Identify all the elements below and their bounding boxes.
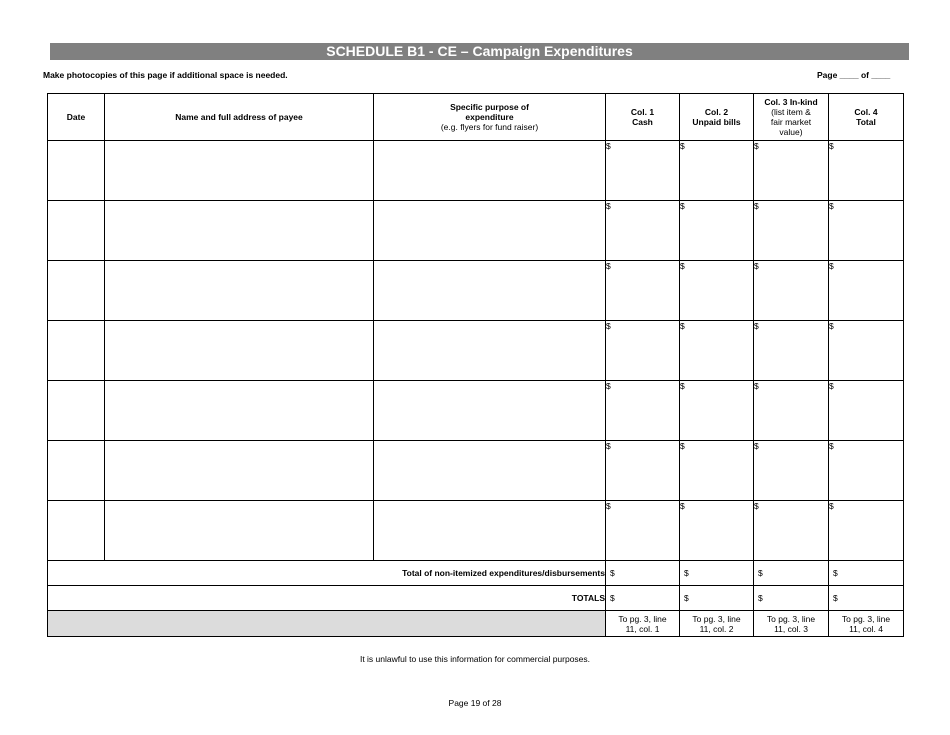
dollar-sign: $ — [754, 381, 759, 391]
date-cell[interactable] — [48, 201, 105, 261]
cash-cell[interactable] — [606, 201, 680, 261]
entry-row — [48, 501, 904, 561]
payee-cell[interactable] — [105, 501, 374, 561]
page-of-field: Page ____ of ____ — [817, 70, 891, 80]
non-itemized-inkind-cell[interactable]: $ — [754, 561, 829, 586]
entry-row — [48, 141, 904, 201]
cash-cell[interactable] — [606, 501, 680, 561]
totals-row — [48, 586, 904, 611]
cash-cell[interactable] — [606, 141, 680, 201]
total-cell[interactable] — [829, 441, 904, 501]
cash-cell[interactable] — [606, 441, 680, 501]
reference-row — [48, 611, 904, 637]
unpaid-cell[interactable] — [680, 381, 754, 441]
entry-row — [48, 201, 904, 261]
total-cell[interactable] — [829, 321, 904, 381]
cash-cell[interactable] — [606, 321, 680, 381]
date-cell[interactable] — [48, 141, 105, 201]
schedule-title: SCHEDULE B1 - CE – Campaign Expenditures — [50, 43, 909, 60]
header-row — [48, 94, 904, 141]
total-cell[interactable] — [829, 381, 904, 441]
dollar-sign: $ — [606, 501, 611, 511]
date-header: Date — [48, 94, 105, 141]
payee-cell[interactable] — [105, 141, 374, 201]
unpaid-cell[interactable] — [680, 141, 754, 201]
payee-cell[interactable] — [105, 321, 374, 381]
inkind-cell[interactable] — [754, 261, 829, 321]
purpose-cell[interactable] — [374, 321, 606, 381]
totals-label: TOTALS — [48, 586, 606, 611]
cash-cell[interactable] — [606, 381, 680, 441]
non-itemized-unpaid-cell[interactable]: $ — [680, 561, 754, 586]
dollar-sign: $ — [754, 261, 759, 271]
entry-row — [48, 381, 904, 441]
col1-cash-header: Col. 1 Cash — [606, 94, 680, 141]
purpose-header: Specific purpose of expenditure (e.g. flyers for fund raiser) — [374, 94, 606, 141]
inkind-cell[interactable] — [754, 321, 829, 381]
inkind-cell[interactable] — [754, 381, 829, 441]
unpaid-cell[interactable] — [680, 201, 754, 261]
date-cell[interactable] — [48, 501, 105, 561]
page-number: Page 19 of 28 — [448, 698, 502, 708]
dollar-sign: $ — [606, 321, 611, 331]
ref-col2: To pg. 3, line 11, col. 2 — [680, 611, 754, 637]
purpose-cell[interactable] — [374, 261, 606, 321]
dollar-sign: $ — [829, 201, 834, 211]
purpose-cell[interactable] — [374, 501, 606, 561]
purpose-cell[interactable] — [374, 381, 606, 441]
non-itemized-row — [48, 561, 904, 586]
dollar-sign: $ — [829, 321, 834, 331]
totals-inkind-cell[interactable]: $ — [754, 586, 829, 611]
inkind-cell[interactable] — [754, 441, 829, 501]
col2-unpaid-header: Col. 2 Unpaid bills — [680, 94, 754, 141]
dollar-sign: $ — [680, 141, 685, 151]
entry-row — [48, 441, 904, 501]
expenditures-table — [47, 93, 904, 637]
dollar-sign: $ — [829, 141, 834, 151]
purpose-cell[interactable] — [374, 141, 606, 201]
inkind-cell[interactable] — [754, 141, 829, 201]
date-cell[interactable] — [48, 441, 105, 501]
unpaid-cell[interactable] — [680, 501, 754, 561]
dollar-sign: $ — [606, 381, 611, 391]
dollar-sign: $ — [606, 261, 611, 271]
inkind-cell[interactable] — [754, 501, 829, 561]
dollar-sign: $ — [680, 501, 685, 511]
date-cell[interactable] — [48, 381, 105, 441]
entry-row — [48, 321, 904, 381]
payee-header: Name and full address of payee — [105, 94, 374, 141]
cash-cell[interactable] — [606, 261, 680, 321]
dollar-sign: $ — [754, 321, 759, 331]
non-itemized-total-cell[interactable]: $ — [829, 561, 904, 586]
dollar-sign: $ — [606, 141, 611, 151]
dollar-sign: $ — [754, 501, 759, 511]
shaded-blank-cell — [48, 611, 606, 637]
totals-unpaid-cell[interactable]: $ — [680, 586, 754, 611]
totals-cash-cell[interactable]: $ — [606, 586, 680, 611]
inkind-cell[interactable] — [754, 201, 829, 261]
non-itemized-cash-cell[interactable]: $ — [606, 561, 680, 586]
dollar-sign: $ — [606, 441, 611, 451]
dollar-sign: $ — [829, 501, 834, 511]
dollar-sign: $ — [680, 201, 685, 211]
unpaid-cell[interactable] — [680, 441, 754, 501]
dollar-sign: $ — [754, 141, 759, 151]
total-cell[interactable] — [829, 141, 904, 201]
unpaid-cell[interactable] — [680, 261, 754, 321]
photocopy-instruction: Make photocopies of this page if additional space is needed. — [43, 70, 288, 80]
commercial-use-notice: It is unlawful to use this information for commercial purposes. — [359, 654, 591, 664]
date-cell[interactable] — [48, 261, 105, 321]
dollar-sign: $ — [829, 261, 834, 271]
dollar-sign: $ — [680, 381, 685, 391]
dollar-sign: $ — [680, 321, 685, 331]
dollar-sign: $ — [754, 441, 759, 451]
dollar-sign: $ — [754, 201, 759, 211]
dollar-sign: $ — [680, 441, 685, 451]
purpose-cell[interactable] — [374, 441, 606, 501]
non-itemized-label: Total of non-itemized expenditures/disbursements — [48, 561, 606, 586]
total-cell[interactable] — [829, 501, 904, 561]
payee-cell[interactable] — [105, 201, 374, 261]
dollar-sign: $ — [829, 441, 834, 451]
dollar-sign: $ — [606, 201, 611, 211]
dollar-sign: $ — [829, 381, 834, 391]
ref-col4: To pg. 3, line 11, col. 4 — [829, 611, 904, 637]
purpose-cell[interactable] — [374, 201, 606, 261]
ref-col3: To pg. 3, line 11, col. 3 — [754, 611, 829, 637]
ref-col1: To pg. 3, line 11, col. 1 — [606, 611, 680, 637]
col4-total-header: Col. 4 Total — [829, 94, 904, 141]
payee-cell[interactable] — [105, 261, 374, 321]
col3-inkind-header: Col. 3 In-kind (list item & fair market value) — [754, 94, 829, 141]
total-cell[interactable] — [829, 201, 904, 261]
entry-row — [48, 261, 904, 321]
dollar-sign: $ — [680, 261, 685, 271]
total-cell[interactable] — [829, 261, 904, 321]
payee-cell[interactable] — [105, 441, 374, 501]
payee-cell[interactable] — [105, 381, 374, 441]
totals-total-cell[interactable]: $ — [829, 586, 904, 611]
date-cell[interactable] — [48, 321, 105, 381]
unpaid-cell[interactable] — [680, 321, 754, 381]
